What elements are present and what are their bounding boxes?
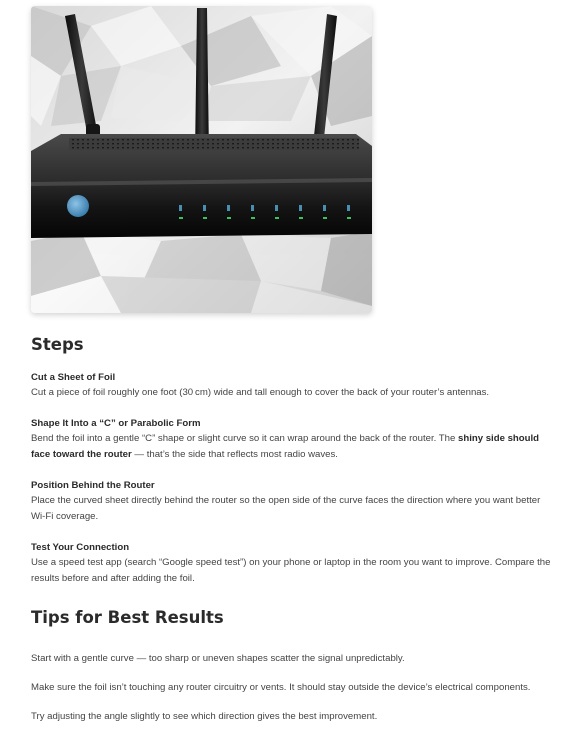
tip-paragraph: Start with a gentle curve — too sharp or uneven shapes scatter the signal unpredictably.	[31, 653, 405, 664]
tips-heading: Tips for Best Results	[31, 608, 224, 627]
router-on-foil-illustration	[31, 6, 372, 313]
step-item	[31, 541, 551, 587]
step-item	[31, 417, 551, 463]
article-content	[31, 334, 551, 725]
step-body	[31, 431, 551, 463]
step-item	[31, 371, 551, 401]
tip-paragraph: Make sure the foil isn’t touching any router circuitry or vents. It should stay outside the device’s electrical components.	[31, 682, 531, 693]
router-body	[31, 134, 372, 238]
steps-heading: Steps	[31, 335, 84, 354]
step-title: Test Your Connection	[31, 542, 130, 553]
step-body-text: — that’s the side that reflects most radio waves.	[131, 449, 338, 460]
step-title: Position Behind the Router	[31, 480, 155, 491]
step-body-emphasis: shiny side should face toward the router	[31, 433, 540, 460]
step-body: Use a speed test app (search “Google speed test”) on your phone or laptop in the room you want to improve. Compare the results before and after adding the foil.	[31, 557, 551, 584]
step-body: Cut a piece of foil roughly one foot (30 cm) wide and tall enough to cover the back of your router’s antennas.	[31, 387, 490, 398]
step-title: Shape It Into a “C” or Parabolic Form	[31, 418, 201, 429]
step-item	[31, 479, 551, 525]
power-button	[67, 195, 89, 217]
step-title: Cut a Sheet of Foil	[31, 372, 116, 383]
hero-image	[31, 6, 372, 313]
tip-paragraph: Try adjusting the angle slightly to see which direction gives the best improvement.	[31, 711, 378, 722]
step-body-text: Bend the foil into a gentle “C” shape or slight curve so it can wrap around the back of the router. The	[31, 433, 458, 444]
step-body: Place the curved sheet directly behind the router so the open side of the curve faces the direction where you want better Wi-Fi coverage.	[31, 495, 541, 522]
